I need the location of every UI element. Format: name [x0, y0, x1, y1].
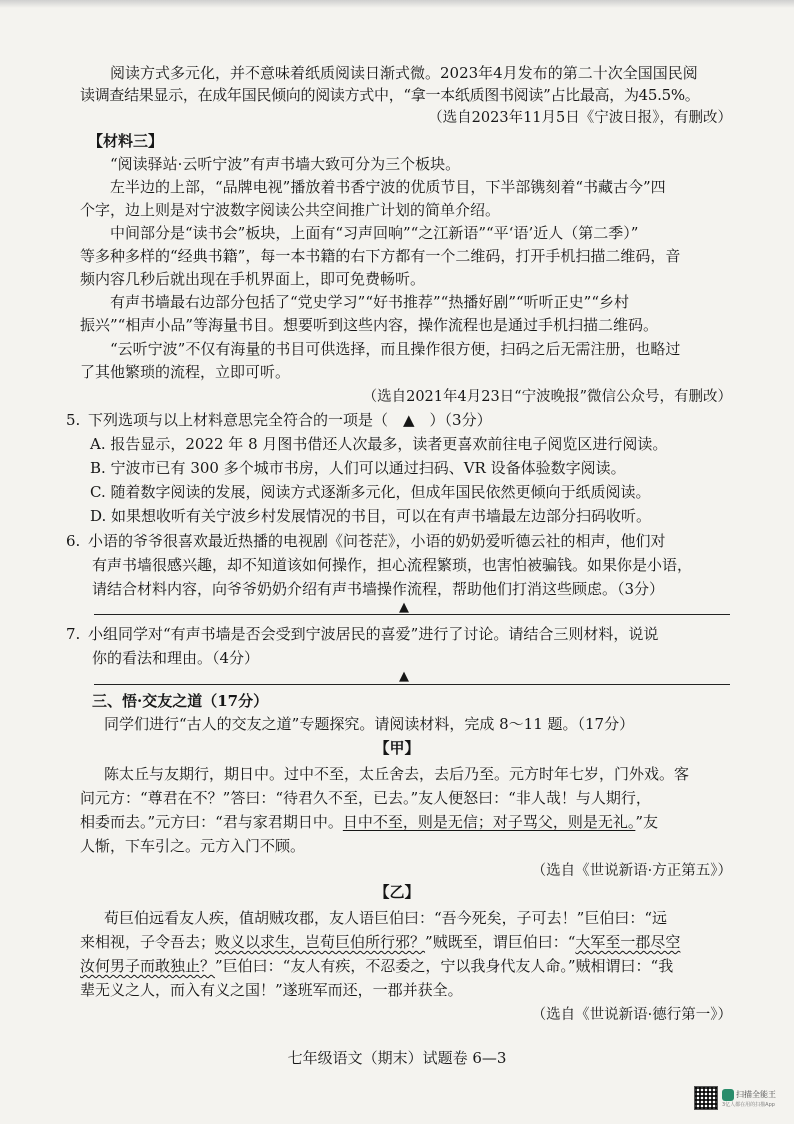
q5-option-d: D. 如果想收听有关宁波乡村发展情况的书目，可以在有声书墙最左边部分扫码收听。 — [90, 507, 652, 525]
section3-intro: 同学们进行“古人的交友之道”专题探究。请阅读材料，完成 8～11 题。（17分） — [104, 715, 635, 733]
material3-line: 了其他繁琐的流程，立即可听。 — [80, 363, 291, 381]
q5-stem — [66, 409, 492, 431]
section3-title: 三、悟·交友之道（17分） — [92, 692, 269, 710]
material3-line: 个字，边上则是对宁波数字阅读公共空间推广计划的简单介绍。 — [80, 201, 501, 219]
yi-title: 【乙】 — [374, 883, 420, 901]
q6-answer-mark: ▲ — [399, 600, 409, 615]
q7-answer-mark: ▲ — [399, 669, 409, 684]
para1-source: （选自2023年11月5日《宁波日报》，有删改） — [428, 110, 732, 126]
jia-underlined-sentence: 日中不至，则是无信；对子骂父，则是无礼。 — [342, 813, 636, 831]
jia-title: 【甲】 — [374, 739, 420, 757]
q7-number: 7. — [66, 625, 81, 643]
para1-line1: 阅读方式多元化，并不意味着纸质阅读日渐式微。2023年4月发布的第二十次全国国民阅 — [110, 64, 698, 82]
q5-option-c: C. 随着数字阅读的发展，阅读方式逐渐多元化，但成年国民依然更倾向于纸质阅读。 — [90, 483, 651, 501]
material3-line: 中间部分是“读书会”板块，上面有“习声回响”“之江新语”“平‘语’近人（第二季）” — [110, 224, 639, 242]
q7-line1: 7. 小组同学对“有声书墙是否会受到宁波居民的喜爱”进行了讨论。请结合三则材料，说说 — [66, 625, 659, 643]
q5-option-b: B. 宁波市已有 300 多个城市书房，人们可以通过扫码、VR 设备体验数字阅读。 — [90, 459, 626, 477]
q7-answer-line[interactable] — [94, 684, 730, 685]
yi-line2: 来相视，子令吾去；败义以求生，岂荀巨伯所行邪？”贼既至，谓巨伯曰：“大军至一郡尽空 — [80, 933, 681, 951]
material3-title: 【材料三】 — [88, 132, 164, 150]
jia-line1: 陈太丘与友期行，期日中。过中不至，太丘舍去，去后乃至。元方时年七岁，门外戏。客 — [104, 765, 690, 783]
jia-source: （选自《世说新语·方正第五》） — [531, 863, 732, 879]
material3-line: 有声书墙最右边部分包括了“党史学习”“好书推荐”“热播好剧”“听听正史”“乡村 — [110, 293, 630, 311]
scanner-watermark — [694, 1086, 776, 1110]
q6-line3: 请结合材料内容，向爷爷奶奶介绍有声书墙操作流程，帮助他们打消这些顾虑。（3分） — [92, 580, 665, 598]
jia-line3: 相委而去。”元方曰：“君与家君期日中。日中不至，则是无信；对子骂父，则是无礼。”友 — [80, 813, 659, 831]
jia-line2: 问元方：“尊君在不？”答曰：“待君久不至，已去。”友人便怒曰：“非人哉！与人期行， — [80, 789, 651, 807]
yi-wavy-sentence-2b: 汝何男子而敢独止？ — [80, 957, 216, 975]
material3-source: （选自2021年4月23日“宁波晚报”微信公众号，有删改） — [362, 389, 732, 405]
q5-text: 下列选项与以上材料意思完全符合的一项是（ ▲ ）（3分） — [88, 411, 492, 429]
q6-line2: 有声书墙很感兴趣，却不知道该如何操作，担心流程繁琐，也害怕被骗钱。如果你是小语， — [92, 556, 693, 574]
material3-line: “阅读驿站·云听宁波”有声书墙大致可分为三个板块。 — [110, 155, 461, 173]
scan-top-edge — [0, 0, 794, 8]
scanner-text: 扫描全能王 3亿人都在用的扫描App — [722, 1090, 776, 1108]
material3-line: 左半边的上部，“品牌电视”播放着书香宁波的优质节目，下半部镌刻着“书藏古今”四 — [110, 178, 666, 196]
q7-line2: 你的看法和理由。（4分） — [92, 649, 260, 667]
material3-line: “云听宁波”不仅有海量的书目可供选择，而且操作很方便，扫码之后无需注册，也略过 — [110, 340, 681, 358]
material3-line: 频内容几秒后就出现在手机界面上，即可免费畅听。 — [80, 270, 426, 288]
q6-number: 6. — [66, 532, 81, 550]
q5-option-a: A. 报告显示，2022 年 8 月图书借还人次最多，读者更喜欢前往电子阅览区进行阅读。 — [90, 435, 668, 453]
yi-wavy-sentence-2a: 大军至一郡尽空 — [575, 933, 681, 951]
material3-line: 等多种多样的“经典书籍”，每一本书籍的右下方都有一个二维码，打开手机扫描二维码，音 — [80, 247, 681, 265]
q6-line1: 6. 小语的爷爷很喜欢最近热播的电视剧《问苍茫》，小语的奶奶爱听德云社的相声，他们对 — [66, 532, 666, 550]
material3-line: 振兴”“相声小品”等海量书目。想要听到这些内容，操作流程也是通过手机扫描二维码。 — [80, 316, 659, 334]
jia-line4: 人惭，下车引之。元方入门不顾。 — [80, 837, 306, 855]
yi-line4: 辈无义之人，而入有义之国！”遂班军而还，一郡并获全。 — [80, 981, 463, 999]
yi-wavy-sentence-1: 败义以求生，岂荀巨伯所行邪？ — [215, 933, 426, 951]
yi-source: （选自《世说新语·德行第一》） — [531, 1007, 732, 1023]
camscanner-logo-icon — [722, 1089, 734, 1101]
yi-line1: 荀巨伯远看友人疾，值胡贼攻郡，友人语巨伯曰：“吾今死矣，子可去！”巨伯曰：“远 — [104, 909, 668, 927]
para1-line2: 读调查结果显示，在成年国民倾向的阅读方式中，“拿一本纸质图书阅读”占比最高，为45.5%。 — [80, 86, 700, 104]
page-footer: 七年级语文（期末）试题卷 6—3 — [287, 1049, 507, 1067]
q5-number: 5. — [66, 411, 81, 429]
qr-code-icon — [694, 1086, 718, 1110]
q6-answer-line[interactable] — [94, 614, 730, 615]
yi-line3: 汝何男子而敢独止？”巨伯曰：“友人有疾，不忍委之，宁以我身代友人命。”贼相谓曰：“我 — [80, 957, 674, 975]
